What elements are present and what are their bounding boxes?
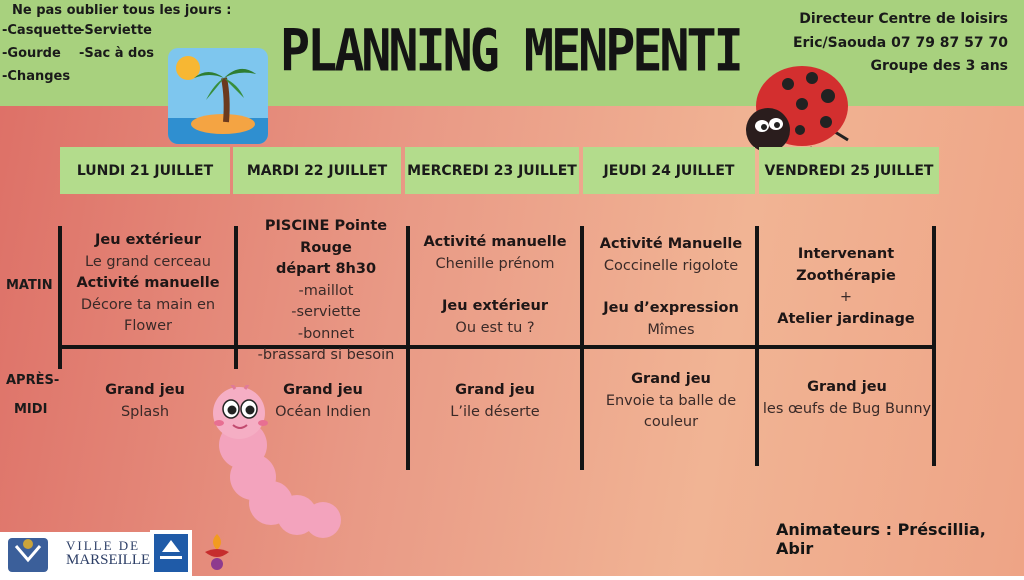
activity-detail: couleur	[643, 414, 699, 430]
day-header-vendredi: VENDREDI 25 JUILLET	[759, 147, 939, 194]
cell-mercredi-matin	[410, 232, 580, 339]
reminder-item: -Gourde	[2, 46, 61, 61]
logo-text: VILLE DE	[66, 538, 141, 553]
activity-title: Activité manuelle	[423, 234, 567, 250]
activity-title: Jeu extérieur	[95, 232, 201, 248]
day-header-lundi: LUNDI 21 JUILLET	[60, 147, 230, 194]
reminder-title: Ne pas oublier tous les jours :	[12, 3, 232, 18]
activity-detail: -brassard si besoin	[257, 347, 395, 363]
activity-title: Zoothérapie	[796, 267, 896, 284]
palm-island-icon	[168, 48, 268, 144]
activity-title: Jeu extérieur	[442, 298, 548, 314]
activity-title: Grand jeu	[455, 382, 535, 398]
row-label-apres-midi: MIDI	[14, 402, 48, 417]
cell-mercredi-apres-midi	[410, 380, 580, 423]
reminder-item: -Changes	[2, 69, 71, 84]
activity-detail: Le grand cerceau	[85, 253, 211, 270]
activity-detail: Océan Indien	[275, 403, 371, 420]
activity-detail: Décore ta main en	[80, 296, 216, 313]
activity-detail: Mîmes	[647, 321, 695, 338]
cell-mardi-matin	[237, 216, 415, 367]
activity-title: Grand jeu	[283, 382, 363, 398]
cell-vendredi-apres-midi	[757, 377, 937, 420]
activity-detail: Ou est tu ?	[455, 319, 535, 336]
activity-detail: -bonnet	[297, 325, 355, 342]
reminder-item: -Casquette	[2, 23, 83, 38]
activity-detail: -serviette	[291, 304, 361, 320]
day-header-mardi: MARDI 22 JUILLET	[233, 147, 401, 194]
activity-detail: -maillot	[298, 282, 354, 299]
row-divider	[60, 345, 936, 349]
marseille-logo	[0, 532, 150, 576]
day-header-jeudi: JEUDI 24 JUILLET	[583, 147, 755, 194]
cell-lundi-matin	[63, 230, 233, 338]
animators-label: Animateurs : Préscillia, Abir	[776, 520, 986, 558]
activity-detail: Splash	[120, 403, 170, 420]
director-line: Directeur Centre de loisirs	[799, 11, 1008, 27]
activity-title: Grand jeu	[631, 371, 711, 387]
activity-title: Intervenant	[797, 246, 895, 262]
row-label-apres-midi: APRÈS-	[6, 373, 60, 388]
activity-title: Activité manuelle	[76, 275, 220, 291]
activity-detail: L’ile déserte	[450, 403, 540, 420]
day-header-mercredi: MERCREDI 23 JUILLET	[405, 147, 579, 194]
reminder-item: -Serviette	[79, 23, 152, 38]
activity-title: Grand jeu	[105, 382, 185, 398]
director-phone: Eric/Saouda 07 79 87 57 70	[792, 35, 1008, 51]
activity-title: Jeu d’expression	[603, 300, 739, 316]
activity-detail: Chenille prénom	[435, 255, 555, 272]
cell-jeudi-matin	[586, 234, 756, 341]
centre-social-logo	[195, 528, 239, 580]
activity-title: Activité Manuelle	[599, 236, 743, 252]
activity-detail: +	[839, 289, 853, 305]
activity-detail: les œufs de Bug Bunny	[762, 400, 932, 417]
page-title: PLANNING MENPENTI	[280, 17, 741, 85]
activity-title: PISCINE Pointe Rouge	[264, 218, 388, 256]
activity-detail: Envoie ta balle de	[605, 392, 737, 409]
activity-detail: Coccinelle rigolote	[603, 257, 739, 274]
activity-title: Grand jeu	[807, 379, 887, 395]
caf-logo	[150, 530, 192, 576]
cell-jeudi-apres-midi	[586, 369, 756, 434]
activity-detail: Flower	[124, 318, 172, 334]
activity-title: Atelier jardinage	[777, 310, 915, 327]
activity-title: départ 8h30	[275, 261, 377, 277]
group-label: Groupe des 3 ans	[870, 58, 1008, 74]
reminder-item: -Sac à dos	[79, 46, 155, 61]
row-label-matin: MATIN	[6, 278, 53, 293]
cell-vendredi-matin	[761, 244, 931, 330]
worm-icon	[205, 385, 355, 549]
logo-text: MARSEILLE	[66, 552, 151, 568]
